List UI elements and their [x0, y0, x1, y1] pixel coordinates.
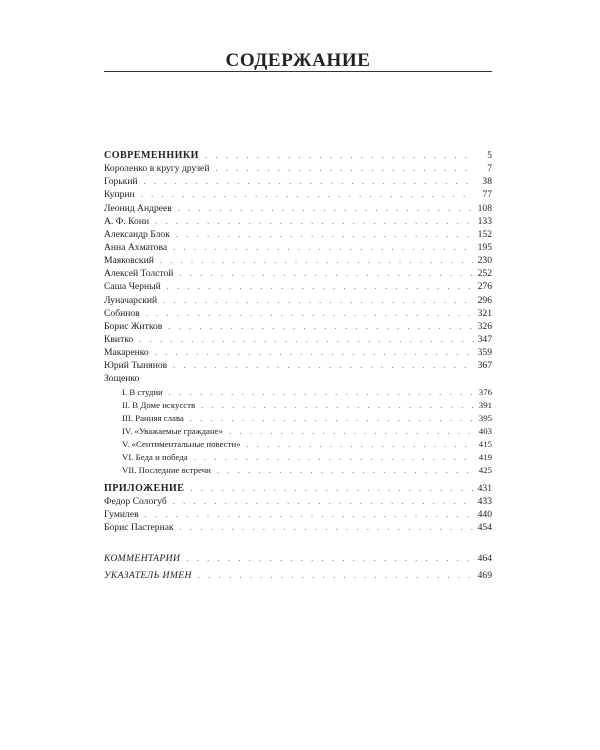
toc-page-number: 367 — [477, 360, 492, 372]
toc-page-number: 296 — [477, 294, 492, 306]
toc-entry-label: Федор Сологуб — [104, 495, 167, 507]
toc-group-heading — [104, 372, 492, 385]
toc-entry — [104, 320, 492, 333]
dot-leader — [194, 451, 474, 464]
dot-leader — [201, 399, 474, 412]
toc-page-number: 321 — [477, 307, 492, 319]
toc-entry-label: Макаренко — [104, 347, 149, 359]
toc-section-heading — [104, 149, 492, 162]
toc-page-number: 469 — [477, 570, 492, 582]
toc-entry-label: Леонид Андреев — [104, 202, 172, 214]
toc-entry-label: VI. Беда и победа — [122, 452, 188, 463]
toc-page-number: 464 — [477, 553, 492, 565]
dot-leader — [215, 162, 474, 175]
toc-entry-label: СОВРЕМЕННИКИ — [104, 150, 199, 161]
toc-entry-label: Короленко в кругу друзей — [104, 163, 210, 175]
toc-page-number: 38 — [482, 176, 492, 188]
toc-page-number: 440 — [477, 508, 492, 520]
toc-entry-label: II. В Доме искусств — [122, 399, 196, 410]
toc-entry — [104, 359, 492, 372]
toc-page-number: 425 — [478, 465, 492, 476]
toc-subentry — [104, 386, 492, 399]
toc-page-number: 326 — [477, 320, 492, 332]
toc-page-number: 152 — [477, 228, 492, 240]
toc-entry — [104, 254, 492, 267]
dot-leader — [146, 307, 474, 320]
toc-page-number: 347 — [477, 333, 492, 345]
table-of-contents — [104, 149, 492, 582]
toc-subentry — [104, 425, 492, 438]
toc-page-number: 230 — [477, 255, 492, 267]
dot-leader — [176, 228, 474, 241]
toc-entry-label: Квитко — [104, 333, 134, 345]
dot-leader — [190, 412, 474, 425]
toc-entry — [104, 307, 492, 320]
toc-back-matter-entry — [104, 569, 492, 582]
dot-leader — [186, 552, 473, 565]
toc-page-number: 415 — [478, 439, 492, 450]
toc-page-number: 395 — [478, 412, 492, 423]
dot-leader — [179, 267, 473, 280]
toc-section-heading — [104, 482, 492, 495]
toc-entry-label: III. Ранняя слава — [122, 412, 184, 423]
dot-leader — [144, 175, 474, 188]
dot-leader — [139, 333, 473, 346]
toc-page-number: 454 — [477, 521, 492, 533]
dot-leader — [141, 188, 474, 201]
toc-page-number: 431 — [477, 482, 492, 494]
toc-page-number: 7 — [487, 163, 492, 175]
toc-entry — [104, 280, 492, 293]
toc-page-number: 403 — [478, 425, 492, 436]
toc-entry-label: I. В студии — [122, 386, 163, 397]
toc-entry — [104, 215, 492, 228]
toc-page-number: 133 — [477, 215, 492, 227]
toc-subentry — [104, 412, 492, 425]
toc-entry-label: Луначарский — [104, 294, 158, 306]
toc-page-number: 195 — [477, 241, 492, 253]
toc-subentry — [104, 464, 492, 477]
toc-entry-label: КОММЕНТАРИИ — [104, 553, 181, 565]
toc-entry-label: IV. «Уважаемые граждане» — [122, 425, 223, 436]
toc-entry-label: Собинов — [104, 307, 140, 319]
dot-leader — [155, 346, 474, 359]
page-title: СОДЕРЖАНИЕ — [225, 50, 371, 71]
dot-leader — [173, 241, 473, 254]
dot-leader — [163, 294, 473, 307]
toc-page-number: 433 — [477, 495, 492, 507]
toc-entry — [104, 508, 492, 521]
dot-leader — [217, 464, 474, 477]
toc-entry-label: Юрий Тынянов — [104, 360, 168, 372]
toc-entry-label: Анна Ахматова — [104, 241, 168, 253]
dot-leader — [190, 482, 473, 495]
toc-page-number: 419 — [478, 452, 492, 463]
toc-page-number: 276 — [477, 281, 492, 293]
toc-entry — [104, 294, 492, 307]
title-rule — [104, 71, 492, 72]
toc-page-number: 376 — [478, 386, 492, 397]
toc-entry — [104, 346, 492, 359]
toc-page-number: 252 — [477, 268, 492, 280]
dot-leader — [180, 521, 474, 534]
toc-back-matter-entry — [104, 552, 492, 565]
toc-page-number: 359 — [477, 347, 492, 359]
dot-leader — [198, 569, 474, 582]
toc-entry-label: УКАЗАТЕЛЬ ИМЕН — [104, 570, 192, 582]
toc-entry — [104, 241, 492, 254]
toc-entry — [104, 162, 492, 175]
toc-entry — [104, 333, 492, 346]
toc-entry-label: Маяковский — [104, 255, 154, 267]
toc-subentry — [104, 438, 492, 451]
dot-leader — [168, 320, 473, 333]
toc-entry-label: Борис Пастернак — [104, 521, 174, 533]
toc-entry-label: V. «Сентиментальные повести» — [122, 439, 241, 450]
toc-entry-label: Александр Блок — [104, 228, 170, 240]
toc-entry — [104, 267, 492, 280]
spacer — [104, 534, 492, 552]
dot-leader — [160, 254, 474, 267]
toc-entry — [104, 228, 492, 241]
dot-leader — [173, 495, 474, 508]
toc-subentry — [104, 399, 492, 412]
toc-entry-label: Саша Черный — [104, 281, 161, 293]
toc-page-number: 77 — [482, 189, 492, 201]
toc-entry-label: Алексей Толстой — [104, 268, 174, 280]
toc-subentry — [104, 451, 492, 464]
toc-entry — [104, 188, 492, 201]
dot-leader — [145, 508, 474, 521]
dot-leader — [155, 215, 474, 228]
dot-leader — [247, 438, 474, 451]
toc-entry-label: ПРИЛОЖЕНИЕ — [104, 482, 185, 494]
toc-entry-label: Куприн — [104, 189, 135, 201]
dot-leader — [205, 149, 474, 162]
dot-leader — [169, 386, 474, 399]
toc-entry — [104, 521, 492, 534]
dot-leader — [167, 280, 474, 293]
toc-entry-label: Борис Житков — [104, 320, 163, 332]
dot-leader — [178, 202, 474, 215]
toc-entry — [104, 175, 492, 188]
dot-leader — [173, 359, 473, 372]
toc-entry-label: Гумилев — [104, 508, 139, 520]
toc-entry-label: А. Ф. Кони — [104, 215, 150, 227]
toc-entry — [104, 202, 492, 215]
toc-page-number: 391 — [478, 399, 492, 410]
toc-page-number: 5 — [487, 150, 492, 161]
toc-entry-label: Зощенко — [104, 373, 140, 385]
toc-entry-label: VII. Последние встречи — [122, 465, 211, 476]
dot-leader — [229, 425, 474, 438]
toc-entry — [104, 495, 492, 508]
toc-page-number: 108 — [477, 202, 492, 214]
toc-entry-label: Горький — [104, 176, 138, 188]
